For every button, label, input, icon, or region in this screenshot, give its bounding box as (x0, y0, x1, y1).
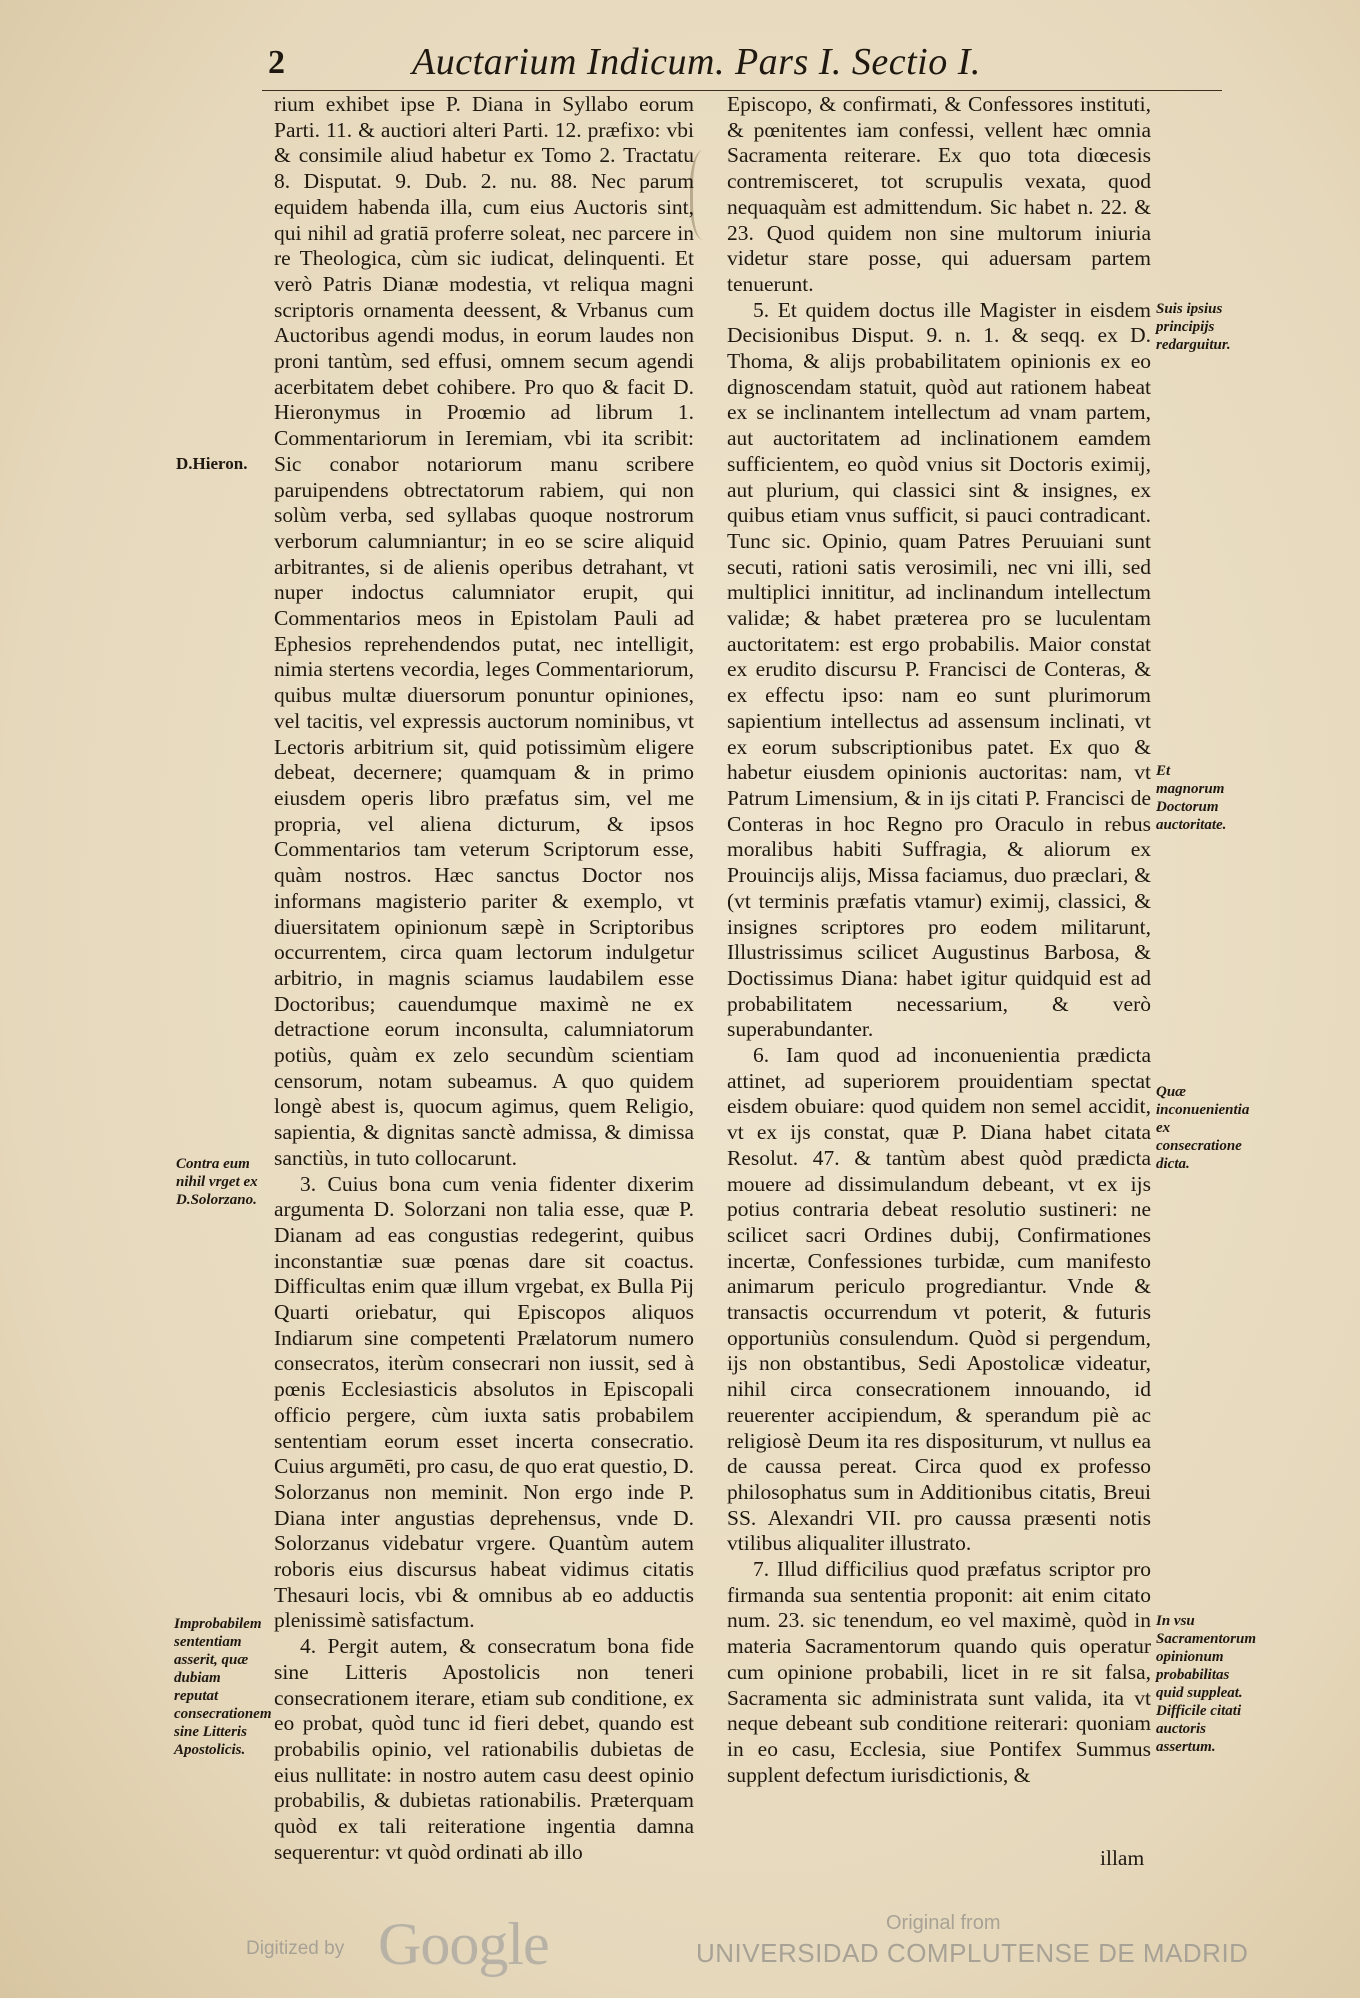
margin-note: Et magnorum Doctorum auctoritate. (1156, 763, 1227, 833)
paragraph: 7. Illud difficilius quod præfatus scriptor pro firmanda sua sententia proponit: ait enim citato num. 23. sic tenendum, eo vel maximè, quòd in materia Sacramentorum quando quis operatur cum opinione probabili, licet in re sit falsa, Sacramenta sic administrata sunt valida, ita vt neque debeant sub conditione reiterari: quoniam in eo casu, Ecclesia, siue Pontifex Summus supplent defectum iurisdictionis, & (727, 1557, 1151, 1787)
paragraph: 3. Cuius bona cum venia fidenter dixerim argumenta D. Solorzani non talia esse, quæ P. Dianam ad eas congustias redegerint, quibus inconstantiæ suæ pœnas dare sit coactus. Difficultas enim quæ illum vrgebat, ex Bulla Pij Quarti oriebatur, qui Episcopos aliquos Indiarum sine competenti Prælatorum numero consecratos, iterùm consecrari non iussit, sed à pœnis Ecclesiasticis absolutos in Episcopali officio pergere, cùm iuxta satis probabilem sententiam eorum esset incerta consecratio. Cuius argumēti, pro casu, de quo erat questio, D. Solorzanus non meminit. Non ergo inde P. Diana inter angustias deprehensus, vnde D. Solorzanus videbatur vrgere. Quantùm autem roboris eius discursus habeat vidimus citatis Thesauri locis, vbi & omnibus ab eo adductis plenissimè satisfactum. (274, 1171, 694, 1633)
digitized-by-text: Digitized by (246, 1938, 345, 1959)
catchword: illam (1100, 1846, 1145, 1870)
google-logo: Google (378, 1911, 549, 1977)
left-column (274, 92, 694, 1866)
margin-note: D.Hieron. (176, 454, 248, 473)
paper-tear (690, 150, 723, 240)
paragraph: 6. Iam quod ad inconuenientia prædicta attinet, ad superiorem prouidentiam spectat eisdem obuiare: quod quidem non semel accidit, vt ex ijs constat, quæ P. Diana habet citata Resolut. 47. & tantùm abest quòd prædicta mouere ad dissimulandum debeant, vt ex ijs potius contraria debeat resolutio sustineri: ne scilicet sacri Ordines dubij, Confirmationes incertæ, Confessiones turbidæ, cum manifesto animarum periculo progrediantur. Vnde & transactis occurrendum vt poterit, & futuris opportuniùs consulendum. Quòd si pergendum, ijs non obstantibus, Sedi Apostolicæ videatur, nihil circa consecrationem innouando, id reuerenter accipiendum, & sperandum piè ac religiosè Deum ita res dispositurum, vt nullus ea de caussa pereat. Circa quod ex professo philosophatus sum in Additionibus citatis, Breui SS. Alexandri VII. pro caussa præsenti notis vtilibus aliqualiter illustrato. (727, 1043, 1151, 1556)
page-header (262, 40, 1222, 91)
paragraph: rium exhibet ipse P. Diana in Syllabo eorum Parti. 11. & auctiori alteri Parti. 12. præfixo: vbi & consimile aliud habetur ex Tomo 2. Tractatu 8. Disputat. 9. Dub. 2. nu. 88. Nec parum equidem habenda illa, cum eius Auctoris sint, qui nihil ad gratiā proferre soleat, nec parcere in re Theologica, cùm sic iudicat, delinquenti. Et verò Patris Dianæ modestia, vt reliqua magni scriptoris ornamenta deessent, & Vrbanus cum Auctoribus agendi modus, in eorum laudes non proni tantùm, sed effusi, omnem secum agendi acerbitatem debet cohibere. Pro quo & facit D. Hieronymus in Proœmio ad librum 1. Commentariorum in Ieremiam, vbi ita scribit: Sic conabor notariorum manu scribere paruipendens obtrectatorum rabiem, qui non solùm verba, sed syllabas quoque nostrorum verborum calumniantur; in eo se scire aliquid arbitrantes, si de alienis operibus detrahant, vt nuper indoctus calumniator erupit, qui Commentarios meos in Epistolam Pauli ad Ephesios reprehendendos putat, nec intelligit, nimia stertens vecordia, leges Commentariorum, quibus multæ diuersorum ponuntur opiniones, vel tacitis, vel expressis auctorum nominibus, vt Lectoris arbitrium sit, quid potissimùm eligere debeat, decernere; quamquam & in primo eiusdem operis libro præfatus sim, vel me propria, vel aliena dicturum, & ipsos Commentarios tam veterum Scriptorum esse, quàm nostros. Hæc sanctus Doctor nos informans magisterio pariter & exemplo, vt diuersitatem opinionum sæpè in Scriptoribus occurrentem, circa quam lectorum indulgetur arbitrio, in magnis sciamus laudabilem esse Doctoribus; cauendumque maximè ne ex detractione eorum inconsulta, calumniatorum potiùs, quàm ex zelo secundùm scientiam censorum, notam subeamus. A quo quidem longè abest is, quocum agimus, quem Religio, sapientia, & dignitas sanctè admissa, & dimissa sanctiùs, in tuto collocarunt. (274, 92, 694, 1170)
margin-note: In vsu Sacramentorum opinionum probabilitas quid suppleat. Difficile citati auctoris assertum. (1156, 1613, 1257, 1755)
paragraph: Episcopo, & confirmati, & Confessores instituti, & pœnitentes iam confessi, vellent hæc omnia Sacramenta reiterare. Ex quo tota diœcesis contremisceret, tot scrupulis vexata, quod nequaquàm est admittendum. Sic habet n. 22. & 23. Quod quidem non sine multorum iniuria videtur stare posse, qui aduersam partem tenuerunt. (727, 92, 1151, 296)
original-from-text: Original from (886, 1912, 1001, 1934)
page-number: 2 (268, 44, 285, 81)
margin-note: Suis ipsius principijs redarguitur. (1156, 301, 1231, 353)
margin-note: Improbabilem sententiam asserit, quæ dubiam reputat consecrationem sine Litteris Apostolicis. (174, 1616, 272, 1758)
paragraph: 5. Et quidem doctus ille Magister in eisdem Decisionibus Disput. 9. n. 1. & seqq. ex D. Thoma, & alijs probabilitatem opinionis ex eo dignoscendam statuit, quòd aut rationem habeat ex se inclinantem intellectum ad vnam partem, aut auctoritatem ad inclinationem eamdem sufficientem, eo quòd vnius sit Doctoris eximij, aut plurium, qui classici sint & insignes, ex quibus etiam vnus sufficit, si pauci contradicant. Tunc sic. Opinio, quam Patres Peruuiani sunt secuti, rationi satis verosimili, nec vni illi, sed multiplici innititur, ad inclinandum intellectum validæ; & habet præterea pro se luculentam auctoritatem: est ergo probabilis. Maior constat ex erudito discursu P. Francisci de Conteras, & ex effectu ipso: nam eo sunt plurimorum sapientium intellectus ad assensum inclinati, vt ex eorum subscriptionibus patet. Ex quo & habetur eiusdem opinionis auctoritas: nam, vt Patrum Limensium, & in ijs citati P. Francisci de Conteras in hoc Regno pro Oraculo in rebus moralibus habiti Suffragia, & aliorum ex Prouincijs alijs, Missa faciamus, duo præclari, & (vt terminis præfatis vtamur) eximij, classici, & insignes scriptores pro eodem militarunt, Illustrissimus scilicet Augustinus Barbosa, & Doctissimus Diana: habet igitur quidquid est ad probabilitatem necessarium, & verò superabundanter. (727, 297, 1151, 1042)
margin-note: Contra eum nihil vrget ex D.Solorzano. (176, 1156, 258, 1208)
library-name: UNIVERSIDAD COMPLUTENSE DE MADRID (696, 1938, 1249, 1968)
paragraph: 4. Pergit autem, & consecratum bona fide sine Litteris Apostolicis non teneri consecrationem iterare, etiam sub conditione, ex eo probat, quòd tunc id fieri debet, quando est probabilis opinio, vel rationabilis dubietas de eius nullitate: in nostro autem casu deest opinio probabilis, & dubietas rationabilis. Præterquam quòd ex tali reiteratione ingentia damna sequerentur: vt quòd ordinati ab illo (274, 1634, 694, 1864)
running-title: Auctarium Indicum. Pars I. Sectio I. (412, 41, 981, 83)
right-column (727, 92, 1151, 1788)
margin-note: Quæ inconuenientia ex consecratione dicta. (1156, 1084, 1250, 1172)
